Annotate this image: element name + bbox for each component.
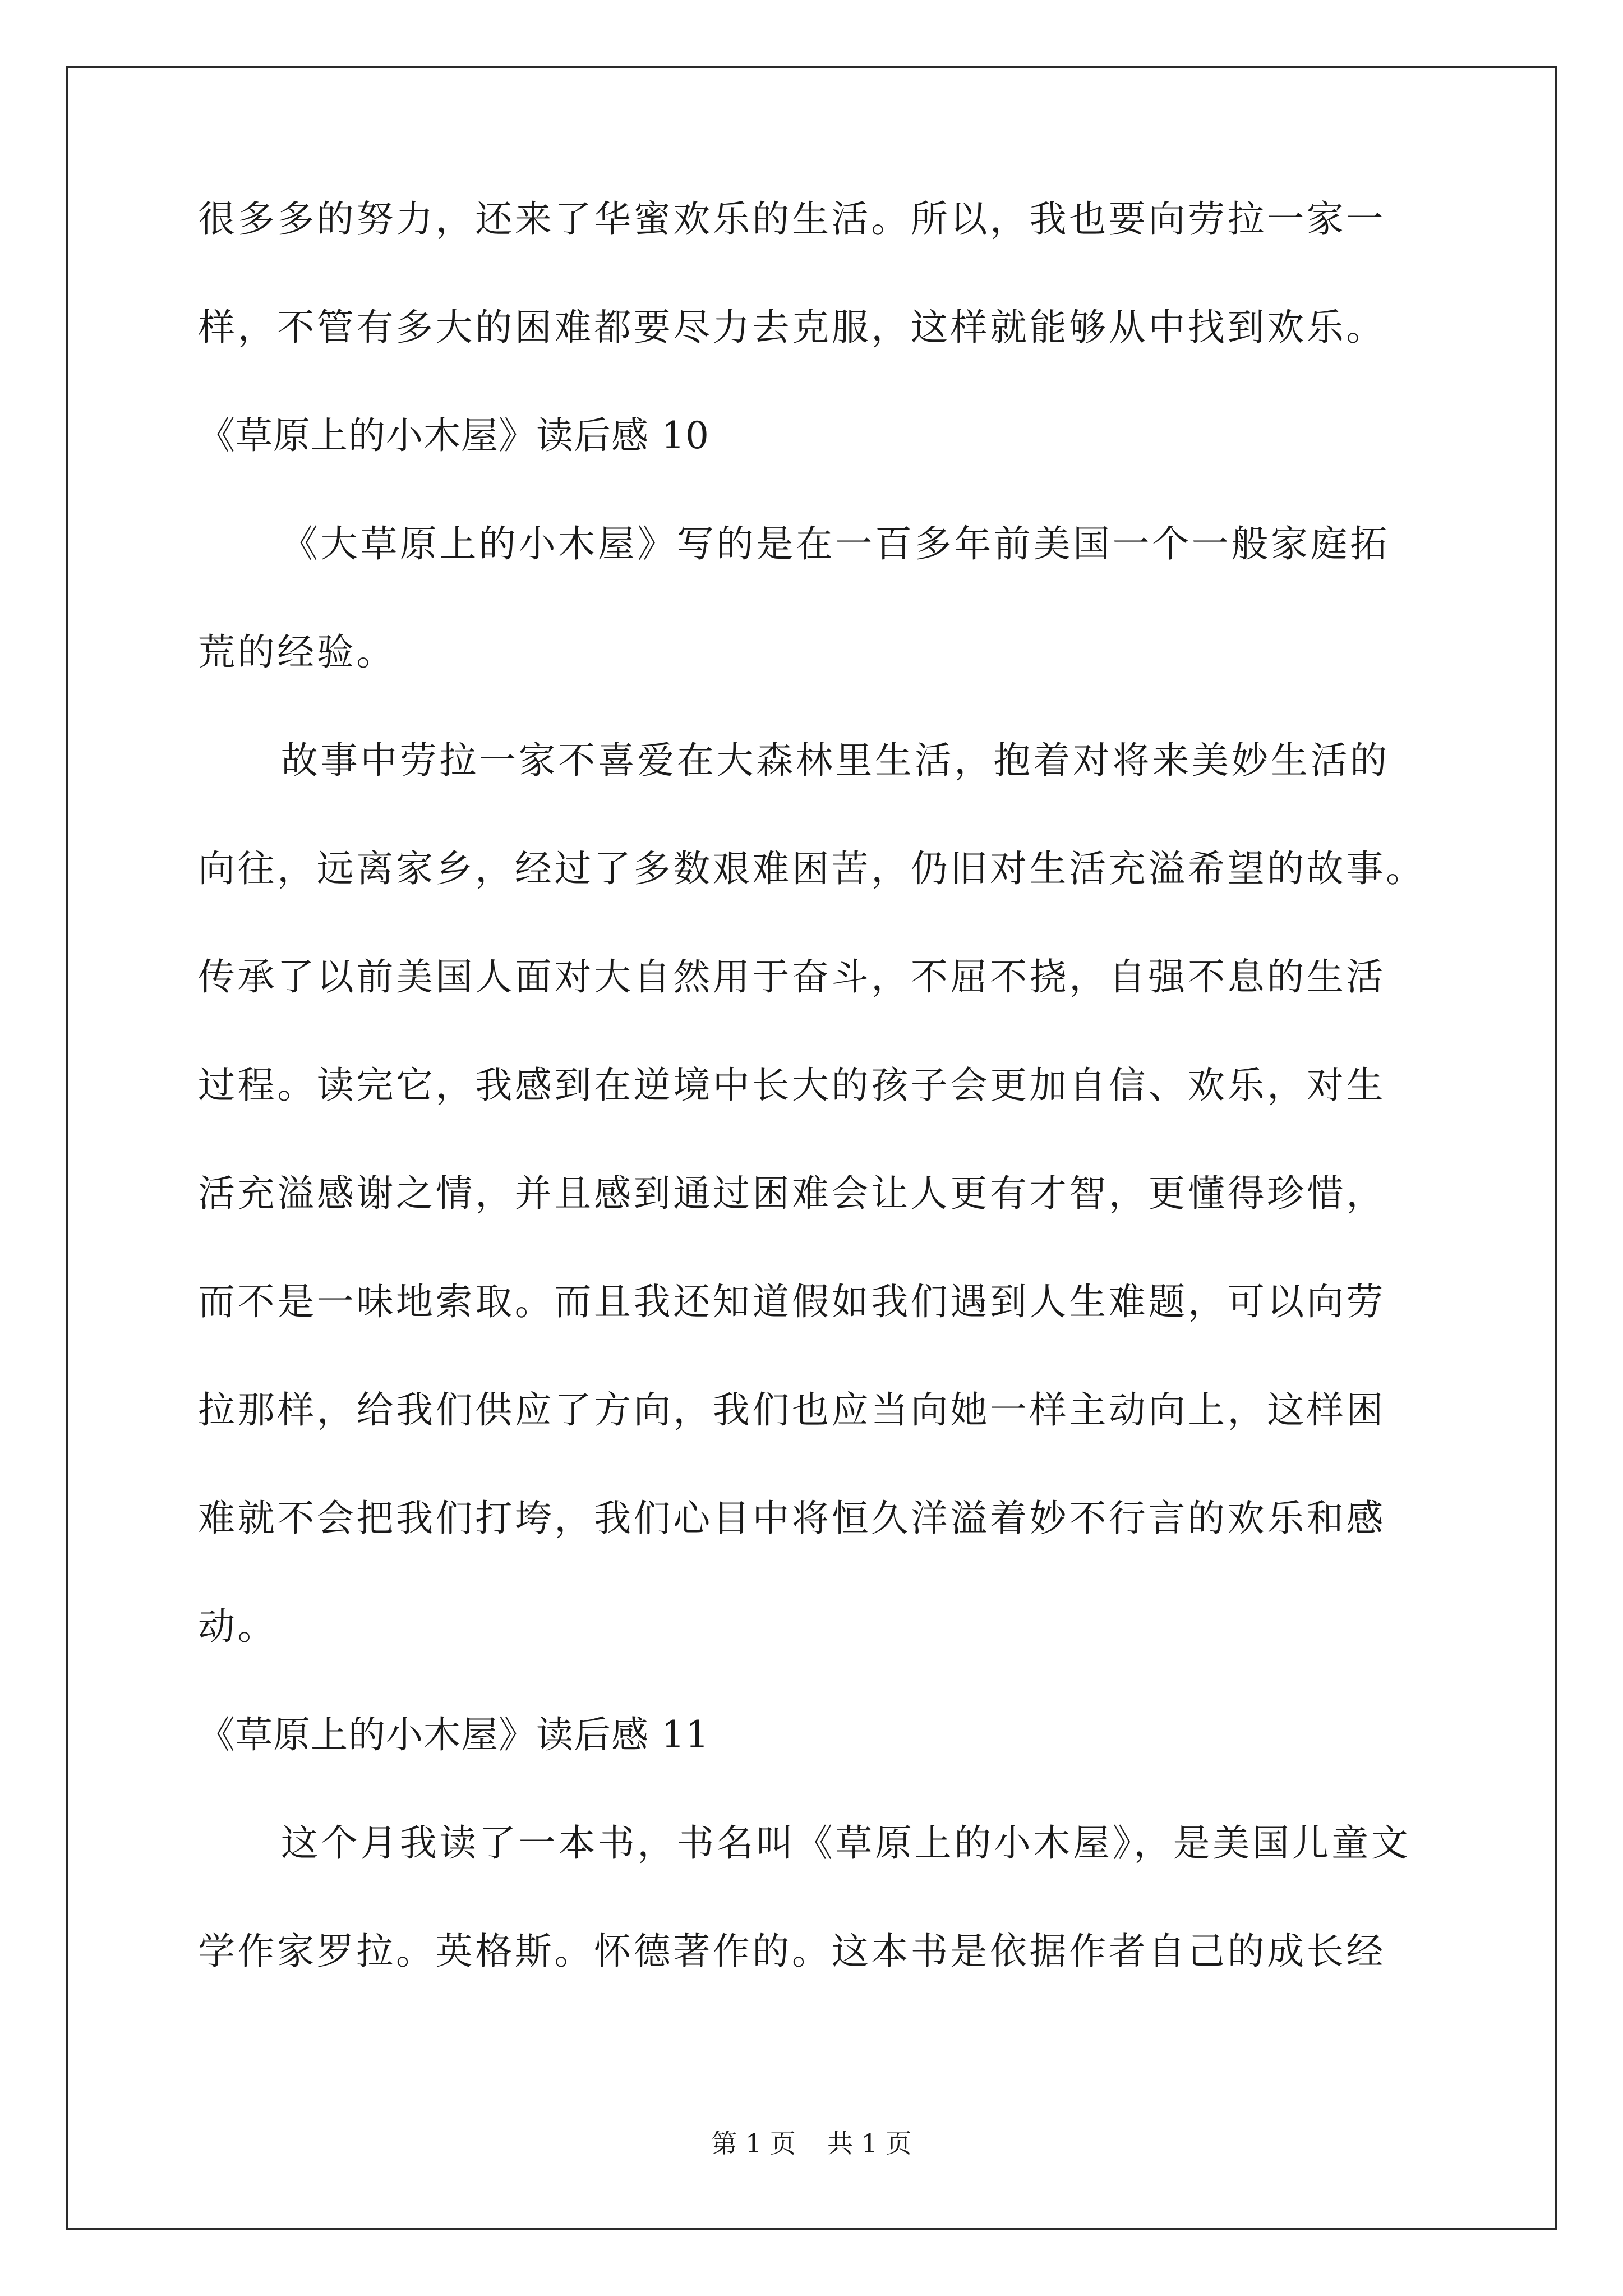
text-line: 过程。读完它，我感到在逆境中长大的孩子会更加自信、欢乐，对生 (198, 1064, 1386, 1107)
page-footer (0, 2128, 1623, 2159)
text-line: 难就不会把我们打垮，我们心目中将恒久洋溢着妙不行言的欢乐和感 (198, 1497, 1386, 1540)
section-heading: 《草原上的小木屋》读后感 10 (198, 414, 709, 457)
text-line: 样，不管有多大的困难都要尽力去克服，这样就能够从中找到欢乐。 (198, 306, 1386, 349)
paragraph-first-line: 《大草原上的小木屋》写的是在一百多年前美国一个一般家庭拓 (281, 522, 1390, 565)
text-line: 向往，远离家乡，经过了多数艰难困苦，仍旧对生活充溢希望的故事。 (198, 847, 1426, 890)
text-line: 很多多的努力，还来了华蜜欢乐的生活。所以，我也要向劳拉一家一 (198, 197, 1386, 241)
text-line: 学作家罗拉。英格斯。怀德著作的。这本书是依据作者自己的成长经 (198, 1930, 1386, 1973)
section-heading: 《草原上的小木屋》读后感 11 (198, 1713, 709, 1756)
text-line: 荒的经验。 (198, 631, 396, 674)
document-body (198, 197, 1432, 2041)
paragraph-first-line: 故事中劳拉一家不喜爱在大森林里生活，抱着对将来美妙生活的 (281, 739, 1390, 782)
text-line: 动。 (198, 1605, 278, 1648)
page-total: 共 1 页 (827, 2128, 912, 2159)
text-line: 而不是一味地索取。而且我还知道假如我们遇到人生难题，可以向劳 (198, 1280, 1386, 1323)
text-line: 传承了以前美国人面对大自然用于奋斗，不屈不挠，自强不息的生活 (198, 955, 1386, 999)
paragraph-first-line: 这个月我读了一本书，书名叫《草原上的小木屋》，是美国儿童文 (281, 1821, 1411, 1865)
text-line: 活充溢感谢之情，并且感到通过困难会让人更有才智，更懂得珍惜， (198, 1172, 1386, 1215)
page-number: 第 1 页 (711, 2128, 796, 2159)
text-line: 拉那样，给我们供应了方向，我们也应当向她一样主动向上，这样困 (198, 1388, 1386, 1432)
